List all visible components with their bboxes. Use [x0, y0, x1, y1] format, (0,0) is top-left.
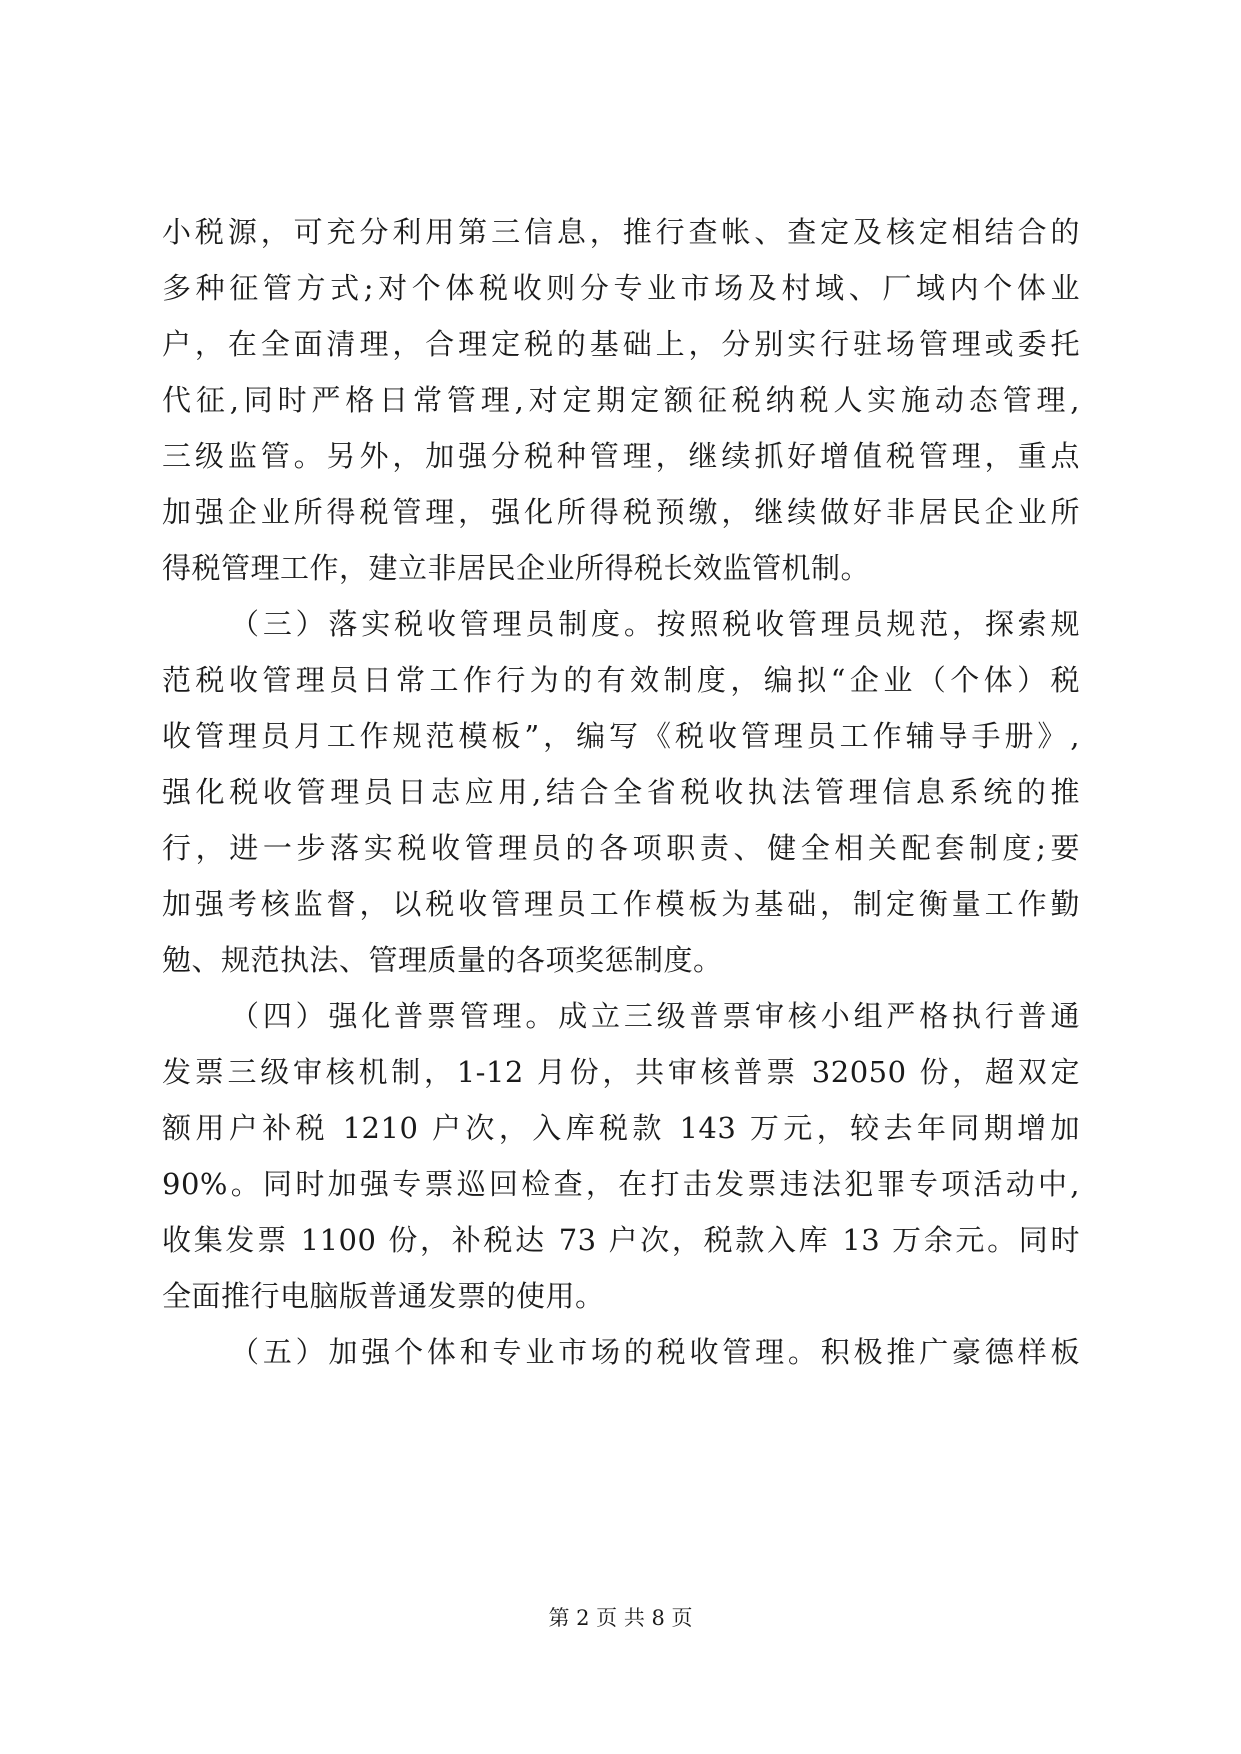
- text-line: 收集发票 1100 份，补税达 73 户次，税款入库 13 万余元。同时: [162, 1223, 1080, 1257]
- text-line: 行，进一步落实税收管理员的各项职责、健全相关配套制度;要: [162, 831, 1080, 865]
- text-line: 得税管理工作，建立非居民企业所得税长效监管机制。: [162, 551, 871, 585]
- text-line: 全面推行电脑版普通发票的使用。: [162, 1279, 605, 1313]
- text-line: 加强企业所得税管理，强化所得税预缴，继续做好非居民企业所: [162, 495, 1080, 529]
- text-line: 发票三级审核机制，1-12 月份，共审核普票 32050 份，超双定: [162, 1055, 1080, 1089]
- text-line: 强化税收管理员日志应用,结合全省税收执法管理信息系统的推: [162, 775, 1080, 809]
- text-line: 户，在全面清理，合理定税的基础上，分别实行驻场管理或委托: [162, 327, 1080, 361]
- text-line: 三级监管。另外，加强分税种管理，继续抓好增值税管理，重点: [162, 439, 1080, 473]
- paragraph-heading-line: （三）落实税收管理员制度。按照税收管理员规范，探索规: [230, 607, 1080, 641]
- text-line: 90%。同时加强专票巡回检查，在打击发票违法犯罪专项活动中,: [162, 1167, 1080, 1201]
- paragraph-heading-line: （五）加强个体和专业市场的税收管理。积极推广豪德样板: [230, 1335, 1080, 1369]
- text-line: 勉、规范执法、管理质量的各项奖惩制度。: [162, 943, 723, 977]
- text-line: 额用户补税 1210 户次，入库税款 143 万元，较去年同期增加: [162, 1111, 1080, 1145]
- text-line: 范税收管理员日常工作行为的有效制度，编拟“企业（个体）税: [162, 663, 1080, 697]
- text-line: 收管理员月工作规范模板”，编写《税收管理员工作辅导手册》,: [162, 719, 1080, 753]
- text-line: 代征,同时严格日常管理,对定期定额征税纳税人实施动态管理,: [162, 383, 1080, 417]
- paragraph-heading-line: （四）强化普票管理。成立三级普票审核小组严格执行普通: [230, 999, 1080, 1033]
- text-line: 多种征管方式;对个体税收则分专业市场及村域、厂域内个体业: [162, 271, 1080, 305]
- page-footer: 第 2 页 共 8 页: [548, 1606, 693, 1630]
- text-line: 加强考核监督，以税收管理员工作模板为基础，制定衡量工作勤: [162, 887, 1080, 921]
- text-line: 小税源，可充分利用第三信息，推行查帐、查定及核定相结合的: [162, 215, 1080, 249]
